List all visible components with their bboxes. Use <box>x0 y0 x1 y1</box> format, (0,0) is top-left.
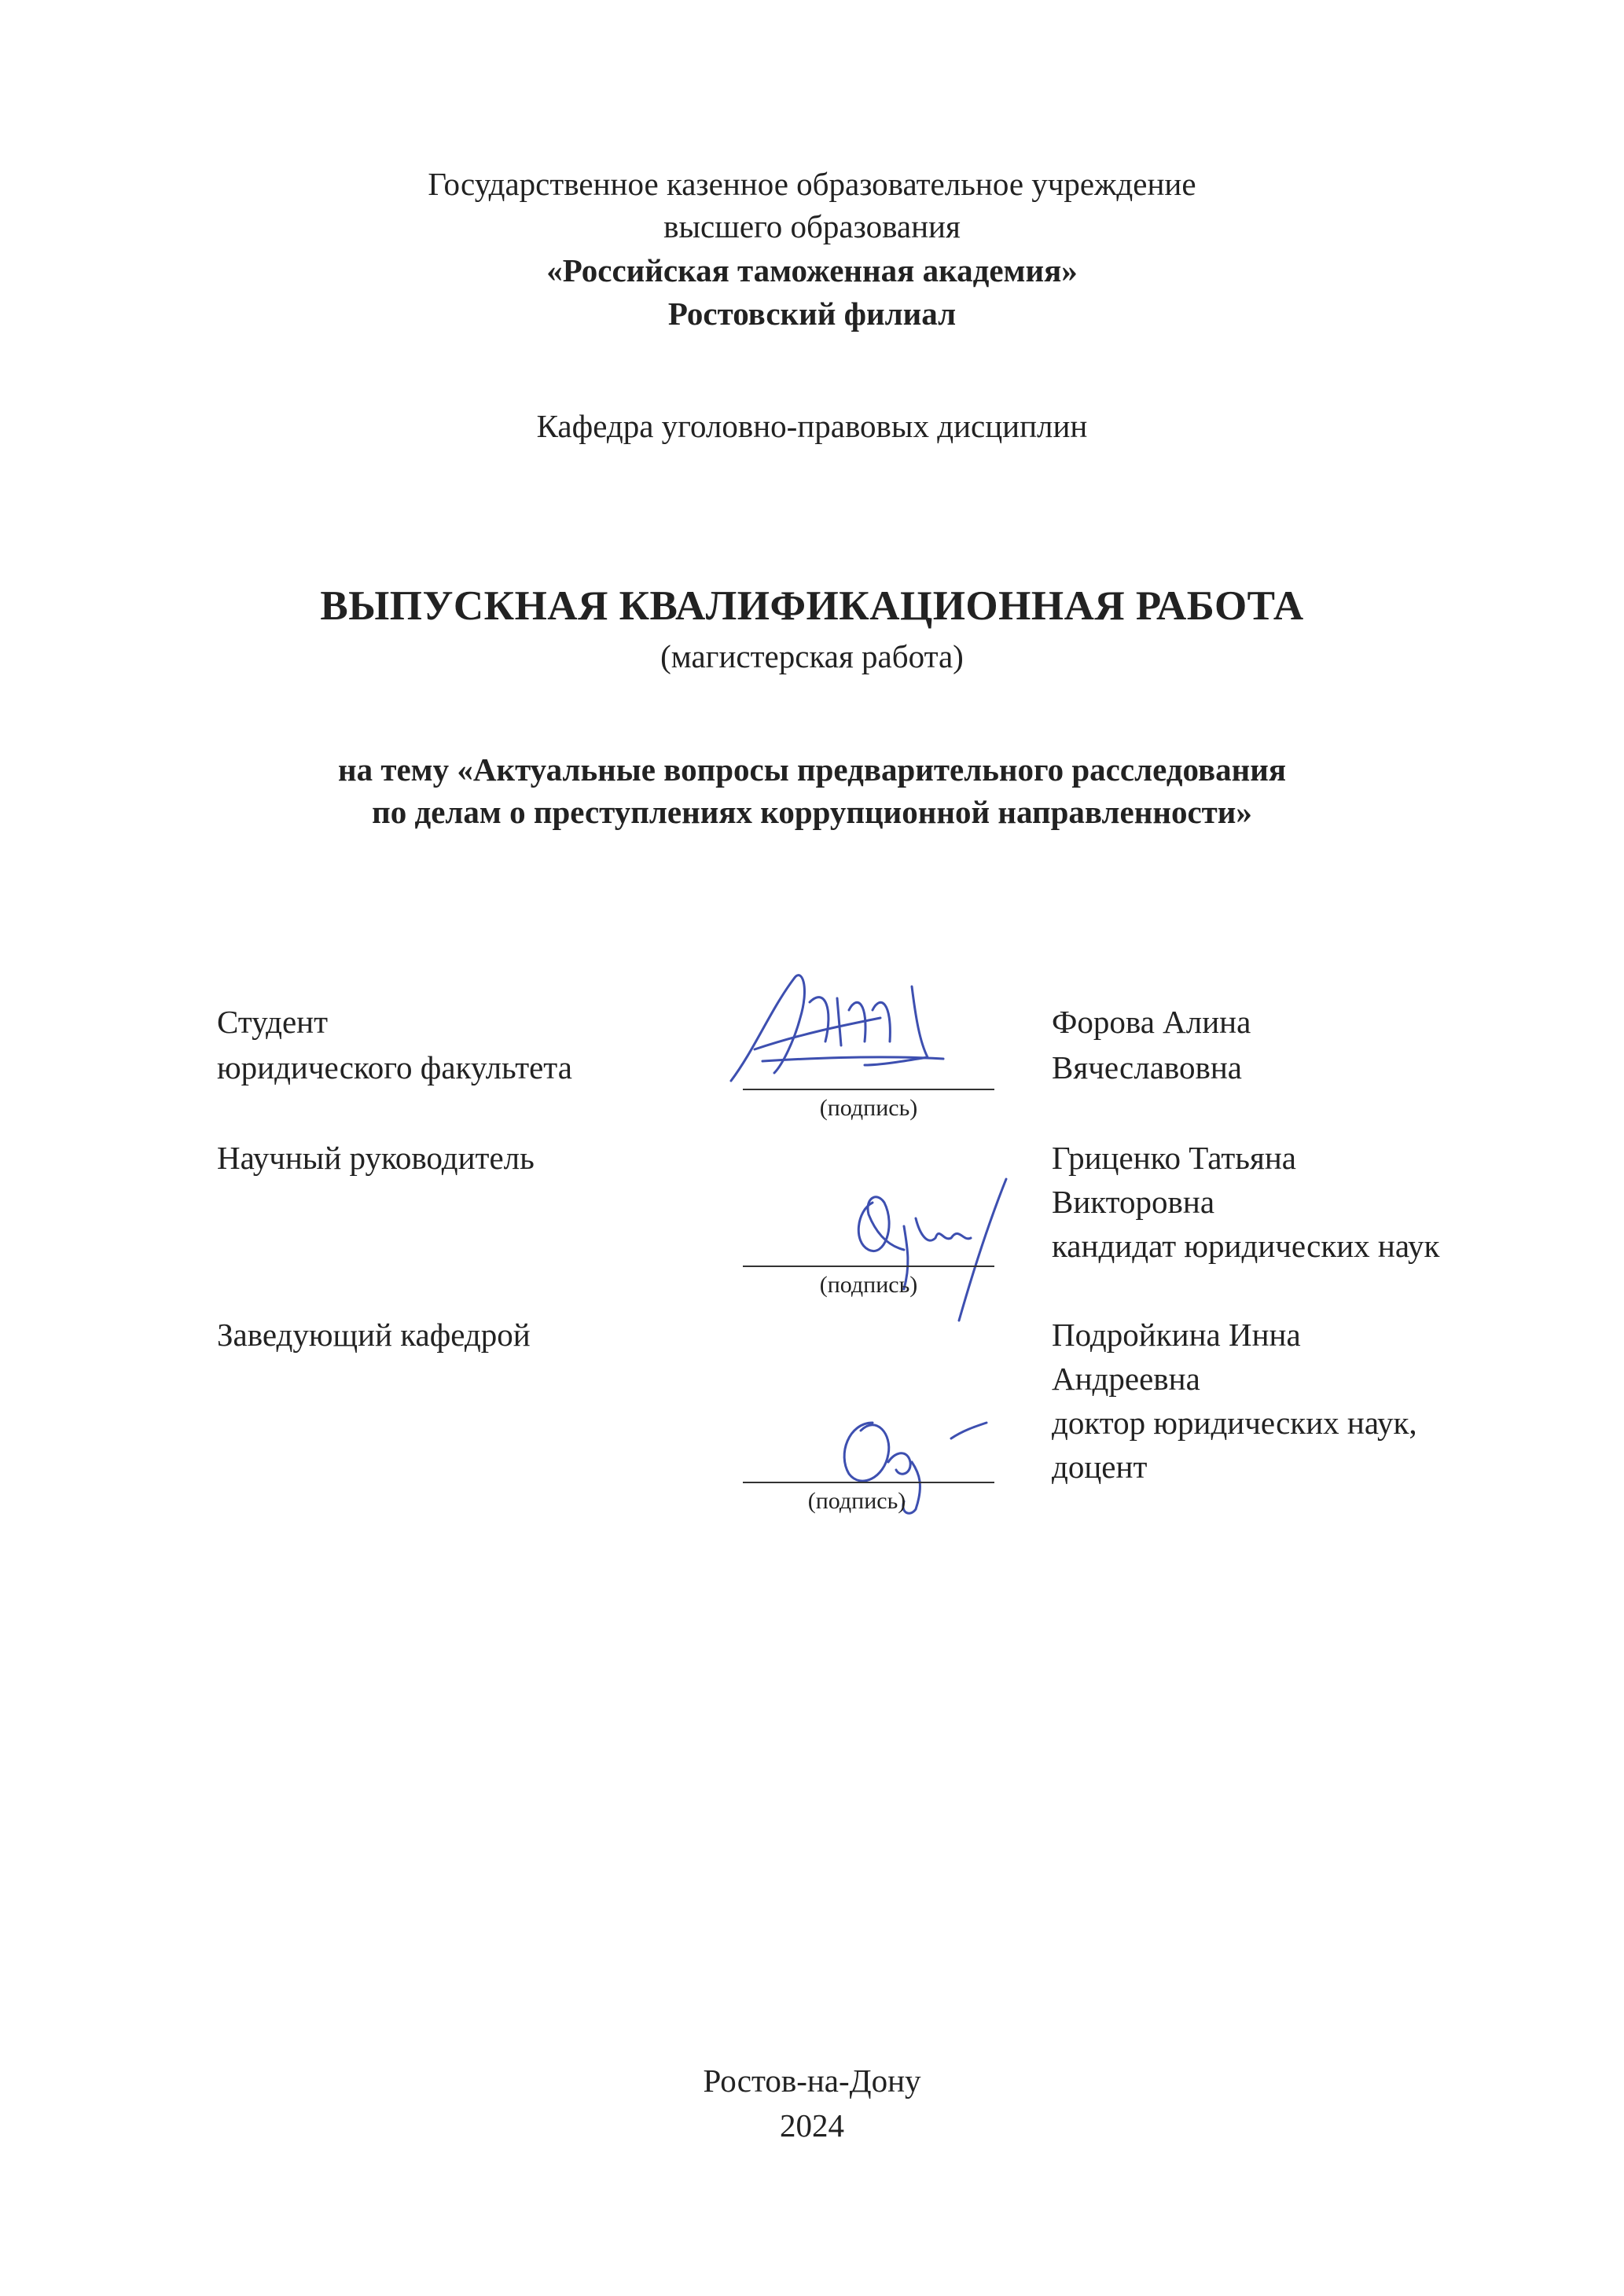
role-student-faculty: юридического факультета <box>217 1049 572 1086</box>
education-level: высшего образования <box>663 208 961 244</box>
head-name-line-1: Подройкина Инна <box>1052 1317 1301 1353</box>
city: Ростов-на-Дону <box>703 2063 921 2099</box>
student-name-line-2: Вячеславовна <box>1052 1049 1242 1086</box>
topic-line-1: на тему «Актуальные вопросы предварительного расследования <box>337 751 1287 788</box>
supervisor-name-line-2: Викторовна <box>1052 1184 1215 1220</box>
supervisor-degree: кандидат юридических наук <box>1052 1228 1440 1264</box>
student-signature-caption: (подпись) <box>819 1095 918 1121</box>
student-signature <box>707 955 990 1097</box>
supervisor-signature-caption: (подпись) <box>819 1272 918 1298</box>
head-signature-line <box>743 1482 994 1483</box>
department-name: Кафедра уголовно-правовых дисциплин <box>536 408 1088 444</box>
role-supervisor: Научный руководитель <box>217 1140 535 1176</box>
student-signature-line <box>743 1089 994 1090</box>
head-name-line-2: Андреевна <box>1052 1361 1200 1397</box>
role-student: Студент <box>217 1004 329 1040</box>
head-title: доцент <box>1052 1449 1148 1485</box>
institution-type: Государственное казенное образовательное учреждение <box>428 166 1196 202</box>
head-degree: доктор юридических наук, <box>1052 1405 1417 1441</box>
year: 2024 <box>780 2107 844 2144</box>
academy-name: «Российская таможенная академия» <box>546 252 1078 288</box>
document-title: ВЫПУСКНАЯ КВАЛИФИКАЦИОННАЯ РАБОТА <box>320 583 1304 629</box>
topic-line-2: по делам о преступлениях коррупционной направленности» <box>372 794 1252 830</box>
supervisor-signature-line <box>743 1266 994 1267</box>
branch-name: Ростовский филиал <box>667 296 957 332</box>
supervisor-name-line-1: Гриценко Татьяна <box>1052 1140 1297 1176</box>
document-subtitle: (магистерская работа) <box>660 638 964 674</box>
supervisor-signature <box>841 1171 1030 1328</box>
head-signature-caption: (подпись) <box>807 1488 906 1514</box>
role-head-of-department: Заведующий кафедрой <box>217 1317 531 1353</box>
student-name-line-1: Форова Алина <box>1052 1004 1251 1040</box>
